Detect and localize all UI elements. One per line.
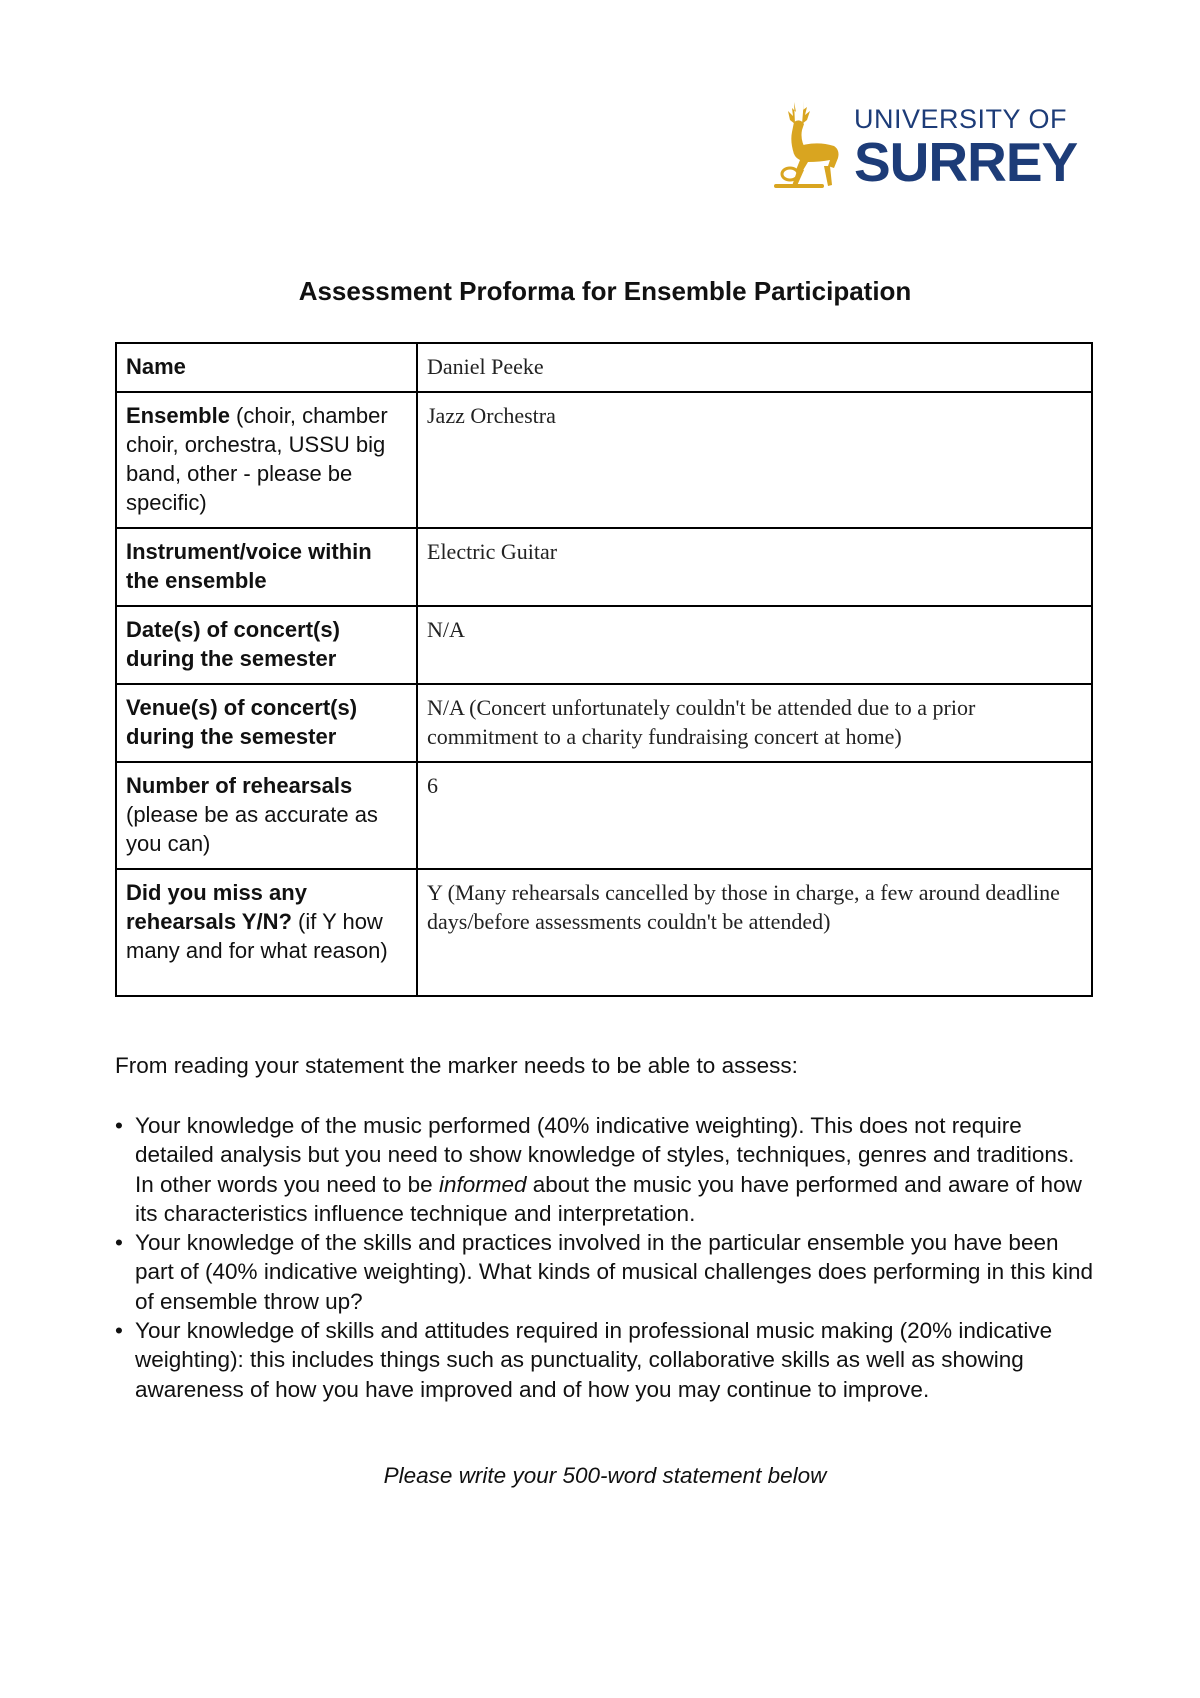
rehearsals-value[interactable]: 6: [417, 762, 1092, 869]
row-concert-dates: [116, 606, 1092, 684]
logo-line-university-of: UNIVERSITY OF: [854, 104, 1068, 134]
instrument-value[interactable]: Electric Guitar: [417, 528, 1092, 606]
row-rehearsals: [116, 762, 1092, 869]
list-item: • Your knowledge of the skills and practices involved in the particular ensemble you have been part of (40% indicative weighting). What kinds of musical challenges does performing in this kind of ensemble throw up?: [115, 1228, 1095, 1316]
label-bold: Venue(s) of concert(s) during the semester: [126, 695, 358, 749]
label-rest: (if Y how many and for what reason): [126, 909, 388, 963]
label-bold: Name: [126, 354, 186, 379]
row-concert-venues: [116, 684, 1092, 762]
label-bold: Instrument/voice within the ensemble: [126, 539, 372, 593]
list-item: • Your knowledge of skills and attitudes required in professional music making (20% indicative weighting): this includes things such as punctuality, collaborative skills as well as showing awareness of how you have improved and of how you may continue to improve.: [115, 1316, 1095, 1404]
label-cell: [116, 343, 417, 392]
logo-line-surrey: SURREY: [854, 131, 1078, 193]
proforma-table: [115, 342, 1093, 997]
concert-dates-value[interactable]: N/A: [417, 606, 1092, 684]
assessment-intro: From reading your statement the marker needs to be able to assess:: [115, 1053, 798, 1078]
label-cell: [116, 869, 417, 996]
missed-rehearsals-value[interactable]: Y (Many rehearsals cancelled by those in charge, a few around deadline days/before assessments couldn't be attended): [417, 869, 1092, 996]
concert-venues-value[interactable]: N/A (Concert unfortunately couldn't be attended due to a prior commitment to a charity fundraising concert at home): [417, 684, 1092, 762]
label-bold: Date(s) of concert(s) during the semester: [126, 617, 340, 671]
label-cell: [116, 762, 417, 869]
stag-icon: [764, 96, 844, 196]
label-cell: [116, 684, 417, 762]
label-bold: Ensemble: [126, 403, 230, 428]
page-title: Assessment Proforma for Ensemble Participation: [298, 276, 912, 306]
assessment-criteria-list: [115, 1111, 1095, 1404]
label-bold: Did you miss any rehearsals Y/N?: [126, 880, 307, 934]
label-rest: (please be as accurate as you can): [126, 802, 378, 856]
logo-wordmark: [854, 104, 1078, 193]
statement-instruction: Please write your 500-word statement below: [383, 1463, 827, 1488]
row-instrument: [116, 528, 1092, 606]
university-logo: [764, 96, 1084, 196]
label-rest: (choir, chamber choir, orchestra, USSU big band, other - please be specific): [126, 403, 388, 515]
bullet1-emphasis: informed: [438, 1171, 527, 1197]
row-ensemble: [116, 392, 1092, 528]
label-cell: [116, 606, 417, 684]
row-missed-rehearsals: [116, 869, 1092, 996]
bullet1-text-b: about the music you have performed and aware of how its characteristics influence technique and interpretation.: [135, 1171, 1082, 1226]
ensemble-value[interactable]: Jazz Orchestra: [417, 392, 1092, 528]
label-cell: [116, 528, 417, 606]
bullet1-text-a: Your knowledge of the music performed (40% indicative weighting). This does not require detailed analysis but you need to show knowledge of styles, techniques, genres and traditions. In other words you need to be: [135, 1113, 1075, 1197]
name-value[interactable]: Daniel Peeke: [417, 343, 1092, 392]
row-name: [116, 343, 1092, 392]
label-cell: [116, 392, 417, 528]
label-bold: Number of rehearsals: [126, 773, 353, 798]
list-item: [115, 1111, 1095, 1228]
